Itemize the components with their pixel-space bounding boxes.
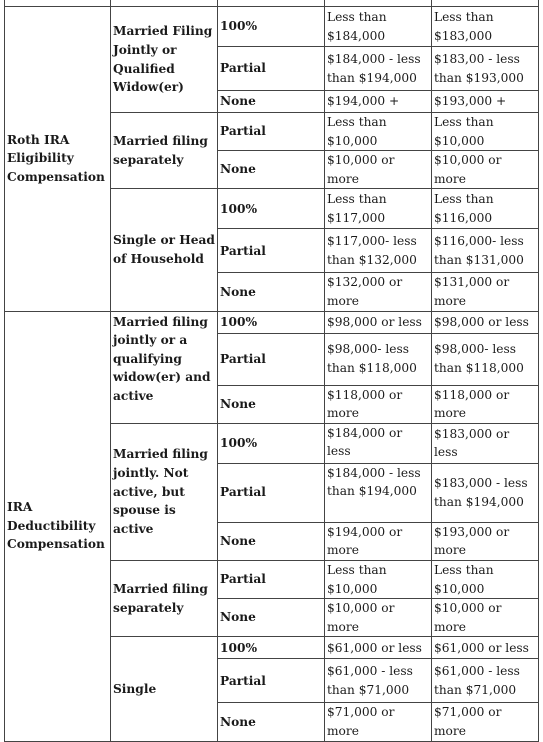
value-cell: $184,000 - less than $194,000 (325, 463, 432, 522)
value-cell: $10,000 or more (325, 151, 432, 189)
value-cell: $98,000 or less (325, 311, 432, 333)
level-cell: Partial (218, 333, 325, 385)
level-cell: None (218, 385, 325, 423)
value-cell: $10,000 or more (325, 599, 432, 637)
level-cell: 100% (218, 637, 325, 659)
level-cell: Partial (218, 560, 325, 598)
table-row (5, 7, 539, 47)
value-cell: $118,000 or more (432, 385, 539, 423)
value-cell: Less than $183,000 (432, 7, 539, 47)
table-row (5, 311, 539, 333)
value-cell: $131,000 or more (432, 273, 539, 311)
value-cell: $183,000 - less than $194,000 (432, 463, 539, 522)
value-cell: Less than $10,000 (432, 560, 539, 598)
value-cell: $193,000 + (432, 91, 539, 113)
value-cell: $61,000 - less than $71,000 (325, 659, 432, 703)
value-cell: $184,000 or less (325, 423, 432, 463)
level-cell: Partial (218, 113, 325, 151)
value-cell: $117,000- less than $132,000 (325, 229, 432, 273)
value-cell: Less than $184,000 (325, 7, 432, 47)
value-cell: $61,000 - less than $71,000 (432, 659, 539, 703)
value-cell: $98,000 or less (432, 311, 539, 333)
value-cell: Less than $116,000 (432, 189, 539, 229)
value-cell: $10,000 or more (432, 151, 539, 189)
level-cell: 100% (218, 7, 325, 47)
value-cell: $71,000 or more (432, 703, 539, 741)
value-cell: $183,000 or less (432, 423, 539, 463)
section-label: Roth IRA Eligibility Compensation (5, 7, 111, 312)
filing-status: Married filing separately (111, 560, 218, 636)
value-cell: Less than $10,000 (432, 113, 539, 151)
level-cell: 100% (218, 311, 325, 333)
value-cell: $98,000- less than $118,000 (432, 333, 539, 385)
value-cell: $193,000 or more (432, 522, 539, 560)
value-cell: $61,000 or less (325, 637, 432, 659)
ira-limits-table (4, 0, 539, 742)
value-cell: $194,000 + (325, 91, 432, 113)
level-cell: Partial (218, 463, 325, 522)
value-cell: $183,00 - less than $193,000 (432, 47, 539, 91)
level-cell: None (218, 599, 325, 637)
level-cell: None (218, 151, 325, 189)
value-cell: $184,000 - less than $194,000 (325, 47, 432, 91)
level-cell: None (218, 91, 325, 113)
level-cell: 100% (218, 189, 325, 229)
value-cell: $61,000 or less (432, 637, 539, 659)
value-cell: Less than $117,000 (325, 189, 432, 229)
value-cell: Less than $10,000 (325, 560, 432, 598)
filing-status: Married Filing Jointly or Qualified Widow(er) (111, 7, 218, 113)
filing-status: Single or Head of Household (111, 189, 218, 311)
value-cell: Less than $10,000 (325, 113, 432, 151)
value-cell: $10,000 or more (432, 599, 539, 637)
level-cell: Partial (218, 659, 325, 703)
filing-status: Married filing jointly. Not active, but spouse is active (111, 423, 218, 560)
level-cell: Partial (218, 229, 325, 273)
level-cell: None (218, 273, 325, 311)
filing-status: Married filing jointly or a qualifying widow(er) and active (111, 311, 218, 423)
section-label: IRA Deductibility Compensation (5, 311, 111, 741)
filing-status: Married filing separately (111, 113, 218, 189)
filing-status: Single (111, 637, 218, 741)
value-cell: $116,000- less than $131,000 (432, 229, 539, 273)
value-cell: $98,000- less than $118,000 (325, 333, 432, 385)
value-cell: $118,000 or more (325, 385, 432, 423)
value-cell: $71,000 or more (325, 703, 432, 741)
level-cell: None (218, 522, 325, 560)
value-cell: $194,000 or more (325, 522, 432, 560)
level-cell: Partial (218, 47, 325, 91)
value-cell: $132,000 or more (325, 273, 432, 311)
level-cell: 100% (218, 423, 325, 463)
level-cell: None (218, 703, 325, 741)
